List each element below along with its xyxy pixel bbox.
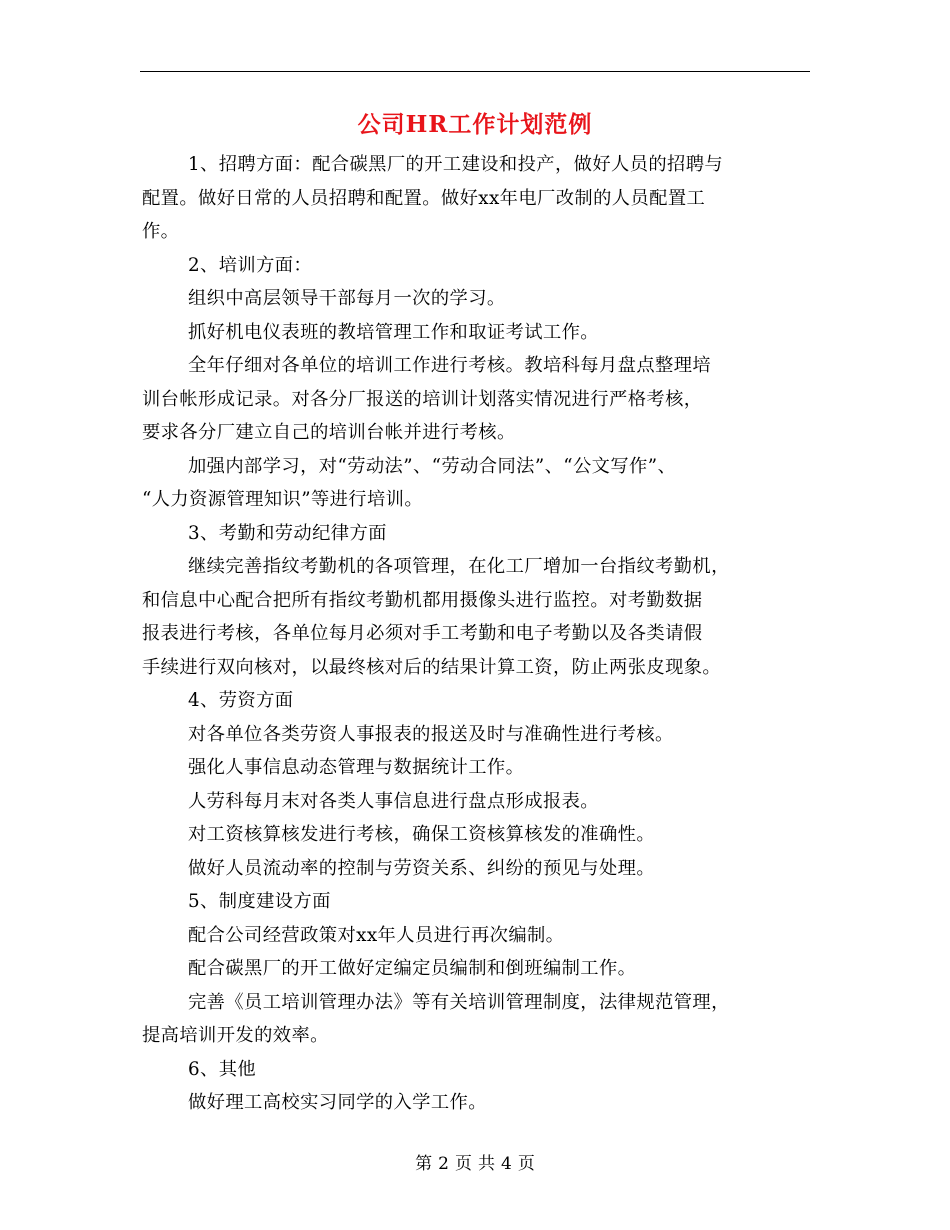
paragraph: 组织中高层领导干部每月一次的学习。 <box>188 288 506 309</box>
footer-total-unit: 页 <box>517 1154 535 1174</box>
document-body <box>142 148 812 1120</box>
paragraph: 2、培训方面： <box>188 254 313 276</box>
page-title: 公司HR工作计划范例 <box>357 111 593 138</box>
paragraph: 配合碳黑厂的开工做好定编定员编制和倒班编制工作。 <box>188 958 637 979</box>
paragraph: 强化人事信息动态管理与数据统计工作。 <box>188 757 525 778</box>
footer-total-prefix: 共 <box>478 1154 495 1174</box>
paragraph: 配合公司经营政策对xx年人员进行再次编制。 <box>188 924 565 946</box>
paragraph: 人劳科每月末对各类人事信息进行盘点形成报表。 <box>188 790 599 812</box>
paragraph: 5、制度建设方面 <box>188 891 331 912</box>
paragraph: 3、考勤和劳动纪律方面 <box>188 522 387 544</box>
paragraph: 6、其他 <box>188 1058 257 1080</box>
header-rule <box>140 71 810 72</box>
paragraph: 抓好机电仪表班的教培管理工作和取证考试工作。 <box>188 321 599 343</box>
footer-page-number: 2 <box>438 1154 449 1174</box>
paragraph: 对工资核算核发进行考核，确保工资核算核发的准确性。 <box>188 824 656 845</box>
paragraph: 做好人员流动率的控制与劳资关系、纠纷的预见与处理。 <box>188 857 656 879</box>
footer-page-unit: 页 <box>455 1154 472 1174</box>
page-footer <box>0 1152 950 1176</box>
paragraph: 1、招聘方面：配合碳黑厂的开工建设和投产，做好人员的招聘与 配置。做好日常的人员招聘和配置。做好xx年电厂改制的人员配置工 作。 <box>142 154 724 242</box>
paragraph: 做好理工高校实习同学的入学工作。 <box>188 1092 487 1113</box>
footer-total-pages: 4 <box>501 1154 512 1174</box>
paragraph: 完善《员工培训管理办法》等有关培训管理制度，法律规范管理， 提高培训开发的效率。 <box>142 991 730 1046</box>
paragraph: 继续完善指纹考勤机的各项管理，在化工厂增加一台指纹考勤机， 和信息中心配合把所有指纹考勤机都用摄像头进行监控。对考勤数据 报表进行考核，各单位每月必须对手工考勤和电子考勤以及各类请假 手续进行双向核对，以最终核对后的结果计算工资，防止两张皮现象。 <box>142 556 730 678</box>
paragraph: 对各单位各类劳资人事报表的报送及时与准确性进行考核。 <box>188 723 674 745</box>
paragraph: 加强内部学习，对“劳动法”、“劳动合同法”、“公文写作”、 “人力资源管理知识”等进行培训。 <box>142 455 677 510</box>
paragraph: 4、劳资方面 <box>188 690 294 711</box>
paragraph: 全年仔细对各单位的培训工作进行考核。教培科每月盘点整理培 训台帐形成记录。对各分厂报送的培训计划落实情况进行严格考核， 要求各分厂建立自己的培训台帐并进行考核。 <box>142 355 712 443</box>
footer-prefix: 第 <box>415 1154 433 1174</box>
